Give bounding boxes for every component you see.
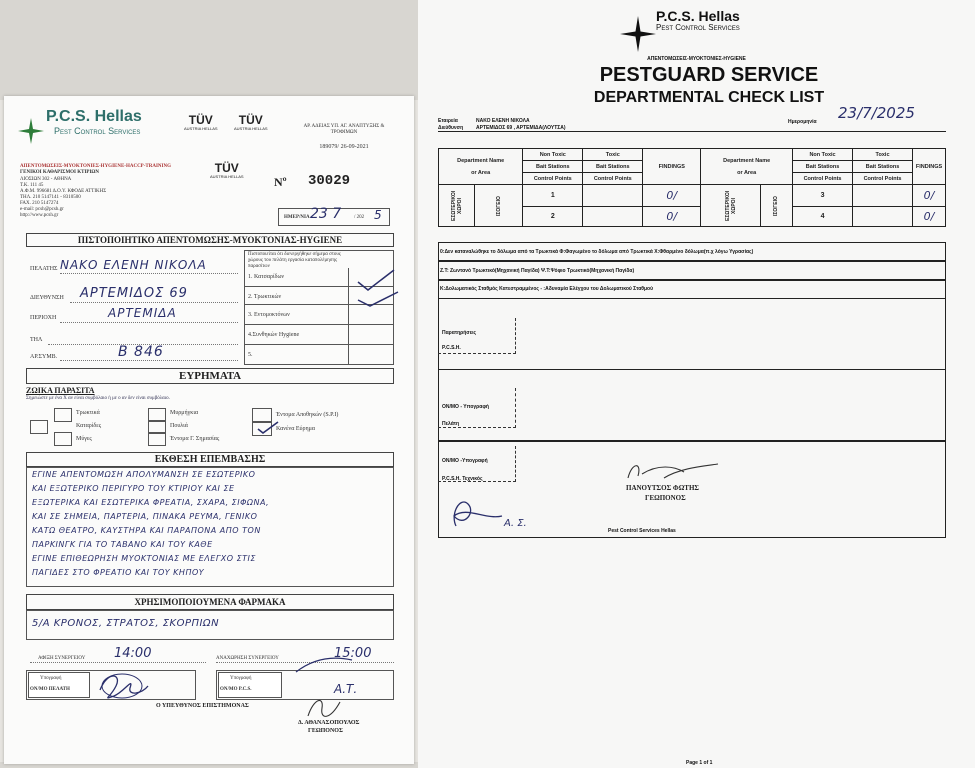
date-label: ΗΜΕΡ/ΝΙΑ xyxy=(284,215,310,220)
footer-company: Pest Control Services Hellas xyxy=(608,528,676,534)
fax-text: FAX. 210 5147274 xyxy=(20,201,59,206)
col-nontoxic-1: Non Toxic xyxy=(523,149,583,161)
right-services-line: ΑΠΕΝΤΟΜΩΣΕΙΣ-ΜΥΟΚΤΟΝΙΕΣ-HYGIENE xyxy=(647,56,746,62)
col-cp-3: Control Points xyxy=(793,173,853,185)
services-line-2: ΓΕΝΙΚΟΙ ΚΑΘΑΡΙΣΜΟΙ ΚΤΙΡΙΩΝ xyxy=(20,170,100,175)
pest-label-storage: Έντομα Αποθηκών (S.P.I) xyxy=(276,412,339,418)
area-value: ΑΡΤΕΜΙΔΑ xyxy=(108,306,177,320)
star-logo-icon xyxy=(18,118,44,144)
pest-label-flies: Μύγες xyxy=(76,436,92,442)
date-year-label: / 202 xyxy=(354,215,365,220)
area-underline xyxy=(60,322,238,323)
scientist-signature-scribble xyxy=(304,694,344,722)
pcs-sig-label-2: ΟΝ/ΜΟ P.C.S. xyxy=(220,687,252,692)
remarks-label: Παρατηρήσεις xyxy=(442,330,477,336)
row-toxic-3 xyxy=(853,185,913,207)
services-row-3 xyxy=(244,324,394,325)
address-underline xyxy=(70,302,238,303)
right-date-value: 23/7/2025 xyxy=(838,104,915,122)
page-number: Page 1 of 1 xyxy=(686,760,713,766)
right-date-label: Ημερομηνία xyxy=(788,119,817,125)
finding-1: 0/ xyxy=(643,185,701,207)
client-sign-label: ΟΝ/ΜΟ - Υπογραφή xyxy=(442,404,489,410)
web-text: http://www.pcsh.gr xyxy=(20,213,59,218)
findings-title: ΕΥΡΗΜΑΤΑ xyxy=(26,368,394,384)
departure-value: 15:00 xyxy=(334,646,372,661)
right-checklist-document xyxy=(418,0,975,768)
star-logo-icon-right xyxy=(620,16,656,52)
pest-checkbox-public-health[interactable] xyxy=(148,432,166,446)
right-address-label: Διεύθυνση xyxy=(438,125,464,131)
services-divider xyxy=(348,268,349,365)
row-num-1: 1 xyxy=(523,185,583,207)
col-bait-4: Bait Stations xyxy=(853,161,913,173)
service-5: 5. xyxy=(248,352,253,358)
stamp-name: ΠΑΝΟΥΤΣΟΣ ΦΩΤΗΣ xyxy=(626,484,699,492)
col-toxic-2: Toxic xyxy=(853,149,913,161)
report-text: ΕΓΙΝΕ ΑΠΕΝΤΟΜΩΣΗ ΑΠΟΛΥΜΑΝΣΗ ΣΕ ΕΣΩΤΕΡΙΚΟ ΚΑΙ ΕΞΩΤΕΡΙΚΟ ΠΕΡΙΓΥΡΟ ΤΟΥ ΚΤΙΡΙΟΥ ΚΑΙ ΣΕ ΕΞΩΤΕΡΙΚΑ ΚΑΙ ΕΣΩΤΕΡΙΚΑ ΦΡΕΑΤΙΑ, ΣΧΑΡΑ, ΣΙΦΩΝΑ, ΚΑΙ ΣΕ ΣΗΜΕΙΑ, ΠΑΡΤΕΡΙΑ, ΠΙΝΑΚΑ ΡΕΥΜΑ, ΓΕΝΙΚΟ ΚΑΤΩ ΘΕΑΤΡΟ, ΚΑΥΣΤΗΡΑ ΚΑΙ ΠΑΡΑΠΟΝΑ ΑΠΟ ΤΟΝ ΠΑΡΚΙΝΓΚ ΓΙΑ ΤΟ ΤΑΒΑΝΟ ΚΑΙ ΤΟΥ ΚΑΘΕ ΕΓΙΝΕ ΕΠΙΘΕΩΡΗΣΗ ΜΥΟΚΤΟΝΙΑΣ ΜΕ ΕΛΕΓΧΟ ΣΤΙΣ ΠΑΓΙΔΕΣ ΣΤΟ ΦΡΕΑΤΙΟ ΚΑΙ ΤΟΥ ΚΗΠΟΥ xyxy=(32,470,270,577)
pest-label-birds: Πουλιά xyxy=(170,423,188,429)
date-value: 23 7 xyxy=(310,206,342,222)
tech-signature-scribble xyxy=(446,486,506,534)
client-value: ΝΑΚΟ ΕΛΕΝΗ ΝΙΚΟΛΑ xyxy=(60,258,207,272)
company-label: Εταιρεία xyxy=(438,118,458,124)
right-address-value: ΑΡΤΕΜΙΔΟΣ 69 , ΑΡΤΕΜΙΔΑ(ΛΟΥΤΣΑ) xyxy=(476,125,566,131)
row-num-4: 4 xyxy=(793,207,853,227)
row-toxic-2 xyxy=(583,207,643,227)
col-findings-2: FINDINGS xyxy=(913,149,946,185)
company-subtitle: Pest Control Services xyxy=(54,126,141,136)
pest-label-none: Κανένα Εύρημα xyxy=(276,426,315,432)
tech-sign-label: ΟΝ/ΜΟ -Υπογραφή xyxy=(442,458,488,464)
col-dept-header: Department Name or Area xyxy=(439,149,523,185)
pest-checkbox-cockroaches[interactable] xyxy=(30,420,48,434)
checkmark-icon xyxy=(354,268,404,308)
pest-label-ants: Μυρμήγκια xyxy=(170,410,199,416)
col-toxic-1: Toxic xyxy=(583,149,643,161)
pcs-sig-value: Α.Τ. xyxy=(334,682,358,696)
contract-label: ΑΡ.ΣΥΜΒ. xyxy=(30,354,58,360)
client-sig-label-1: Υπογραφή xyxy=(40,676,62,681)
no-label: Nº xyxy=(274,175,287,189)
chemicals-title: ΧΡΗΣΙΜΟΠΟΙΟΥΜΕΝΑ ΦΑΡΜΑΚΑ xyxy=(26,594,394,610)
finding-3: 0/ xyxy=(913,185,946,207)
address-line-1: ΛΙΟΣΙΩΝ 302 - ΑΘΗΝΑ xyxy=(20,177,72,182)
area-label: ΠΕΡΙΟΧΗ xyxy=(30,315,57,321)
finding-2: 0/ xyxy=(643,207,701,227)
row-toxic-1 xyxy=(583,185,643,207)
checklist-table xyxy=(438,148,946,227)
pest-checkbox-rodents[interactable] xyxy=(54,408,72,422)
legend-1: 0:Δεν καταναλώθηκε το δόλωμα από τα Τρωκτικά Φ:Φαγωμένο το δόλωμα από Τρωκτικά Χ:Φθαρμένο δόλωμα(π.χ λόγω Υγρασίας) xyxy=(440,249,754,255)
date-year-value: 5 xyxy=(374,208,382,222)
col-cp-2: Control Points xyxy=(583,173,643,185)
pest-label-rodents: Τρωκτικά xyxy=(76,410,100,416)
service-4: 4.Συνθηκών Hygiene xyxy=(248,332,300,338)
col-nontoxic-2: Non Toxic xyxy=(793,149,853,161)
scientist-name: Δ. ΑΘΑΝΑΣΟΠΟΥΛΟΣ xyxy=(298,720,360,726)
background-top xyxy=(0,0,420,100)
address-value: ΑΡΤΕΜΙΔΟΣ 69 xyxy=(80,286,188,301)
tuv-logo-2: TÜV AUSTRIA HELLAS xyxy=(234,113,268,131)
client-label-right: Πελάτη xyxy=(442,421,460,427)
departure-label: ΑΝΑΧΩΡΗΣΗ ΣΥΝΕΡΓΕΙΟΥ xyxy=(216,656,279,661)
pest-label-cockroaches: Καταρίδες xyxy=(76,423,102,429)
finding-4: 0/ xyxy=(913,207,946,227)
title-checklist: DEPARTMENTAL CHECK LIST xyxy=(593,89,825,106)
col-bait-1: Bait Stations xyxy=(523,161,583,173)
stamp-title: ΓΕΩΠΟΝΟΣ xyxy=(645,494,686,502)
scientist-title: ΓΕΩΠΟΝΟΣ xyxy=(308,728,343,734)
legend-2: Ζ.Τ: Ζωντανό Τρωκτικό(Μηχανική Παγίδα) Ψ.Τ:Ψόφιο Τρωκτικό(Μηχανική Παγίδα) xyxy=(440,268,635,274)
client-label: ΠΕΛΑΤΗΣ xyxy=(30,266,58,272)
right-company-subtitle: Pest Control Services xyxy=(656,23,740,32)
row-toxic-4 xyxy=(853,207,913,227)
dept-b2: ΙΣΟΓΕΙΟ xyxy=(760,185,792,227)
responsible-label: Ο ΥΠΕΥΘΥΝΟΣ ΕΠΙΣΤΗΜΟΝΑΣ xyxy=(156,703,249,709)
col-dept-header-2: Department Name or Area xyxy=(701,149,793,185)
document-number: 30029 xyxy=(308,173,351,189)
arrival-underline xyxy=(30,662,206,663)
col-cp-4: Control Points xyxy=(853,173,913,185)
service-note: Πιστοποιείται ότι διενεργήθηκε σήμερα στους χώρους του πελάτη εργασία καταπολέμησης παρασίτων xyxy=(248,252,341,269)
email-text: e-mail: pcsh@pcsh.gr xyxy=(20,207,64,212)
tel-label: ΤΗΛ xyxy=(30,337,43,343)
row-num-3: 3 xyxy=(793,185,853,207)
pcs-sig-label-1: Υπογραφή xyxy=(230,676,252,681)
contract-underline xyxy=(60,360,238,361)
phone-text: ΤΗΛ. 210 5147141 - 8310500 xyxy=(20,195,81,200)
none-found-checkmark-icon xyxy=(256,421,280,435)
client-underline xyxy=(60,273,238,274)
client-signature-scribble xyxy=(94,668,154,704)
title-pestguard: PESTGUARD SERVICE xyxy=(599,64,819,86)
dept-a1: ΕΣΩΤΕΡΙΚΟΙ ΧΩΡΟΙ xyxy=(439,185,475,227)
tuv-logo-3: TÜV AUSTRIA HELLAS xyxy=(210,161,244,179)
pest-checkbox-storage[interactable] xyxy=(252,408,272,422)
pest-label-public-health: Έντομα Γ. Σημασίας xyxy=(170,436,220,442)
services-line-1: ΑΠΕΝΤΟΜΩΣΕΙΣ-ΜΥΟΚΤΟΝΙΕΣ-HYGIENE-HACCP-TRAINING xyxy=(20,164,171,169)
chemicals-value: 5/Α ΚΡΟΝΟΣ, ΣΤΡΑΤΟΣ, ΣΚΟΡΠΙΩΝ xyxy=(32,618,220,629)
afm-text: Α.Φ.Μ. 996681 Δ.Ο.Υ. ΚΦΟΔΕ ΑΤΤΙΚΗΣ xyxy=(20,189,107,194)
certificate-title: ΠΙΣΤΟΠΟΙΗΤΙΚΟ ΑΠΕΝΤΟΜΩΣΗΣ-ΜΥΟΚΤΟΝΙΑΣ-HYGIENE xyxy=(26,233,394,247)
right-company-name: P.C.S. Hellas xyxy=(656,8,740,24)
address-line-2: Τ.Κ. 111 45 xyxy=(20,183,44,188)
remarks-pcsh-label: P.C.S.H. xyxy=(442,345,461,351)
pest-checkbox-flies[interactable] xyxy=(54,432,72,446)
company-value: ΝΑΚΟ ΕΛΕΝΗ ΝΙΚΟΛΑ xyxy=(476,118,530,124)
dept-b1: ΕΣΩΤΕΡΙΚΟΙ ΧΩΡΟΙ xyxy=(701,185,761,227)
tuv-logo-1: TÜV AUSTRIA HELLAS xyxy=(184,113,218,131)
service-3: 3. Εντομοκτόνων xyxy=(248,312,290,318)
tech-label: P.C.S.H. Τεχνικός xyxy=(442,476,483,482)
contract-value: Β 846 xyxy=(118,344,164,360)
pcs-signature-scribble xyxy=(294,654,354,678)
col-findings-1: FINDINGS xyxy=(643,149,701,185)
license-number: 189079/ 26-09-2021 xyxy=(319,144,369,150)
license-text: ΑΡ. ΑΔΕΙΑΣ ΥΠ. ΑΓ. ΑΝΑΠΤΥΞΗΣ & ΤΡΟΦΙΜΩΝ xyxy=(303,124,385,135)
address-label: ΔΙΕΥΘΥΝΣΗ xyxy=(30,295,64,301)
col-bait-3: Bait Stations xyxy=(793,161,853,173)
services-row-4 xyxy=(244,344,394,345)
legend-3: Κ:Δολωματικός Σταθμός Κατεστραμμένος - :Αδυναμία Ελέγχου του Δολωματικού Σταθμού xyxy=(440,286,653,292)
company-name: P.C.S. Hellas xyxy=(46,108,142,125)
stamp-signature-scribble xyxy=(624,456,720,486)
left-certificate-document xyxy=(4,96,414,764)
service-1: 1. Κατσαρίδων xyxy=(248,274,285,280)
tech-signature-text: Α. Σ. xyxy=(504,518,527,529)
row-num-2: 2 xyxy=(523,207,583,227)
header-rule xyxy=(438,131,946,132)
col-cp-1: Control Points xyxy=(523,173,583,185)
col-bait-2: Bait Stations xyxy=(583,161,643,173)
pests-note: Σημειώστε με ένα Χ αν είναι συμβόλαιο ή με ο αν δεν είναι συμβόλαιο. xyxy=(26,396,170,401)
dept-a2: ΙΣΟΓΕΙΟ xyxy=(475,185,523,227)
report-title: ΕΚΘΕΣΗ ΕΠΕΜΒΑΣΗΣ xyxy=(26,452,394,467)
arrival-value: 14:00 xyxy=(114,646,152,661)
client-sig-label-2: ΟΝ/ΜΟ ΠΕΛΑΤΗ xyxy=(30,687,70,692)
arrival-label: ΑΦΙΞΗ ΣΥΝΕΡΓΕΙΟΥ xyxy=(38,656,86,661)
pests-title: ΖΩΙΚΑ ΠΑΡΑΣΙΤΑ xyxy=(26,386,95,395)
service-2: 2. Τρωκτικών xyxy=(248,294,282,300)
